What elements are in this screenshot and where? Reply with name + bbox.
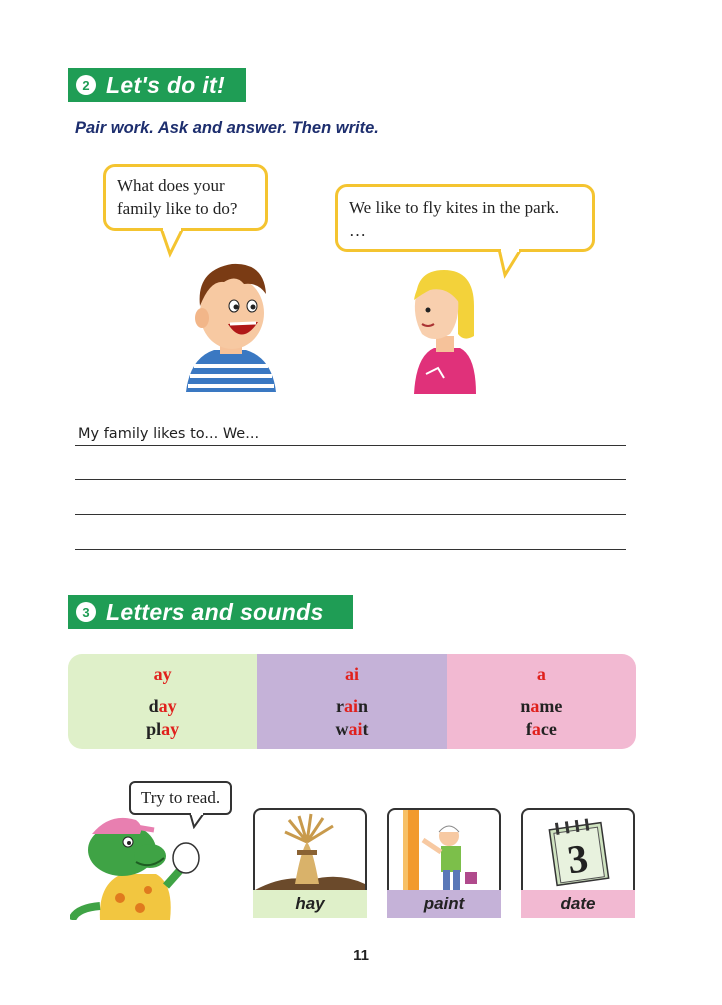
phonics-column-ai: [257, 654, 446, 749]
word-part: n: [520, 696, 531, 716]
card-frame: [387, 808, 501, 890]
word-highlight: ay: [158, 696, 177, 716]
section-title: Let's do it!: [106, 71, 225, 98]
phonics-column-a: [447, 654, 636, 749]
phonics-word: [520, 695, 562, 718]
word-part: pl: [146, 719, 162, 739]
section-title: Letters and sounds: [106, 598, 324, 625]
bubble-line: What does your: [117, 176, 225, 195]
calendar-icon: [523, 810, 633, 890]
bubble-line: We like to fly kites in the park.: [349, 198, 560, 217]
svg-text:3: 3: [564, 835, 591, 883]
phonics-head: ay: [153, 664, 172, 684]
picture-card-hay: [253, 808, 367, 918]
card-frame: [521, 808, 635, 890]
instruction-text: Pair work. Ask and answer. Then write.: [75, 119, 379, 137]
bubble-tail: [495, 249, 529, 279]
dinosaur-mascot-illustration: [70, 808, 205, 920]
boy-speech-bubble: [103, 164, 268, 231]
phonics-table: [68, 654, 636, 749]
bubble-tail: [158, 228, 188, 258]
girl-speech-bubble: [335, 184, 595, 252]
writing-line[interactable]: [75, 445, 626, 446]
phonics-word: [149, 695, 177, 718]
writing-line[interactable]: [75, 549, 626, 550]
section-3-header: [68, 595, 353, 629]
card-frame: [253, 808, 367, 890]
picture-card-paint: [387, 808, 501, 918]
word-highlight: ai: [343, 696, 358, 716]
word-highlight: ay: [161, 719, 180, 739]
phonics-head: ai: [344, 664, 359, 684]
try-bubble-text: Try to read.: [140, 788, 221, 807]
phonics-word: [335, 718, 368, 741]
boy-illustration: [180, 258, 280, 392]
picture-card-date: [521, 808, 635, 918]
card-label: hay: [253, 890, 367, 918]
phonics-head: a: [536, 664, 546, 684]
section-2-header: [68, 68, 246, 102]
writing-prompt: My family likes to... We...: [78, 426, 260, 442]
page-number: 11: [353, 947, 369, 964]
section-number: 3: [76, 602, 96, 622]
bubble-line: family like to do?: [117, 199, 238, 218]
painter-illustration: [389, 810, 499, 890]
word-highlight: a: [530, 696, 540, 716]
bubble-line: …: [349, 221, 366, 240]
phonics-column-ay: [68, 654, 257, 749]
card-label: paint: [387, 890, 501, 918]
phonics-word: [526, 718, 557, 741]
word-part: w: [335, 719, 349, 739]
phonics-word: [336, 695, 368, 718]
word-part: r: [335, 696, 344, 716]
word-part: ce: [540, 719, 557, 739]
writing-line[interactable]: [75, 514, 626, 515]
word-part: t: [362, 719, 369, 739]
word-part: me: [539, 696, 563, 716]
word-part: d: [148, 696, 159, 716]
word-part: n: [357, 696, 368, 716]
card-label: date: [521, 890, 635, 918]
word-highlight: ai: [348, 719, 363, 739]
writing-line[interactable]: [75, 479, 626, 480]
haystack-illustration: [255, 810, 365, 890]
phonics-word: [146, 718, 179, 741]
girl-illustration: [404, 264, 480, 394]
word-highlight: a: [531, 719, 541, 739]
word-part: f: [525, 719, 532, 739]
section-number: 2: [76, 75, 96, 95]
